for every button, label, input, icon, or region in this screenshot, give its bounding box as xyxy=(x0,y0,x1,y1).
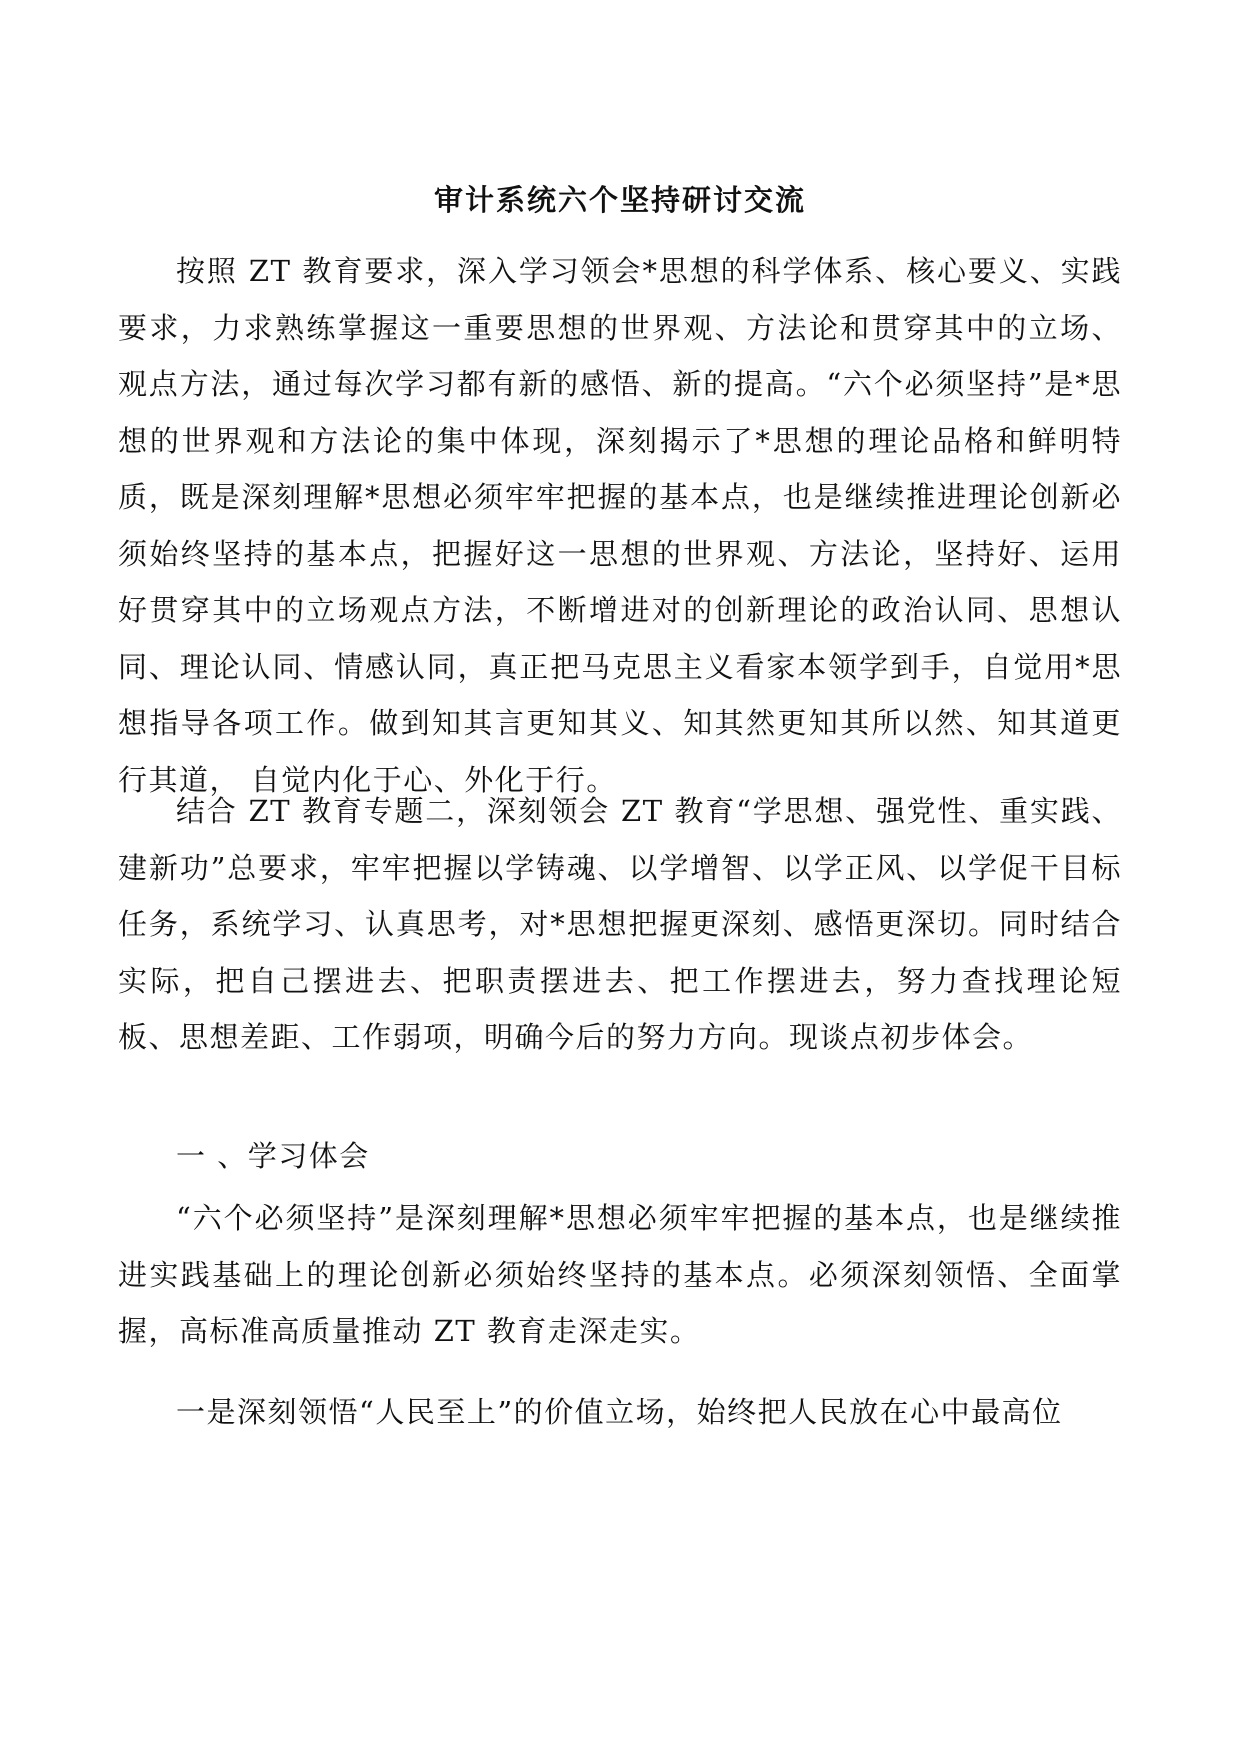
paragraph-people-first: 一是深刻领悟“人民至上”的价值立场，始终把人民放在心中最高位 xyxy=(176,1395,1063,1429)
paragraph-six-musts: “六个必须坚持”是深刻理解*思想必须牢牢把握的基本点，也是继续推进实践基础上的理论创新必须始终坚持的基本点。必须深刻领悟、全面掌握，高标准高质量推动 ZT 教育走深走实。 xyxy=(118,1201,1122,1348)
section-heading-learning: 一 、学习体会 xyxy=(176,1139,370,1173)
paragraph-intro: 按照 ZT 教育要求，深入学习领会*思想的科学体系、核心要义、实践要求，力求熟练掌握这一重要思想的世界观、方法论和贯穿其中的立场、观点方法，通过每次学习都有新的感悟、新的提高。“六个必须坚持”是*思想的世界观和方法论的集中体现，深刻揭示了*思想的理论品格和鲜明特质，既是深刻理解*思想必须牢牢把握的基本点，也是继续推进理论创新必须始终坚持的基本点，把握好这一思想的世界观、方法论，坚持好、运用好贯穿其中的立场观点方法，不断增进对的创新理论的政治认同、思想认同、理论认同、情感认同，真正把马克思主义看家本领学到手，自觉用*思想指导各项工作。做到知其言更知其义、知其然更知其所以然、知其道更行其道， 自觉内化于心、外化于行。 xyxy=(118,254,1122,797)
document-title: 审计系统六个坚持研讨交流 xyxy=(433,183,806,217)
paragraph-topic-two: 结合 ZT 教育专题二，深刻领会 ZT 教育“学思想、强党性、重实践、建新功”总要求，牢牢把握以学铸魂、以学增智、以学正风、以学促干目标任务，系统学习、认真思考，对*思想把握更深刻、感悟更深切。同时结合实际，把自己摆进去、把职责摆进去、把工作摆进去，努力查找理论短板、思想差距、工作弱项，明确今后的努力方向。现谈点初步体会。 xyxy=(118,794,1122,1054)
